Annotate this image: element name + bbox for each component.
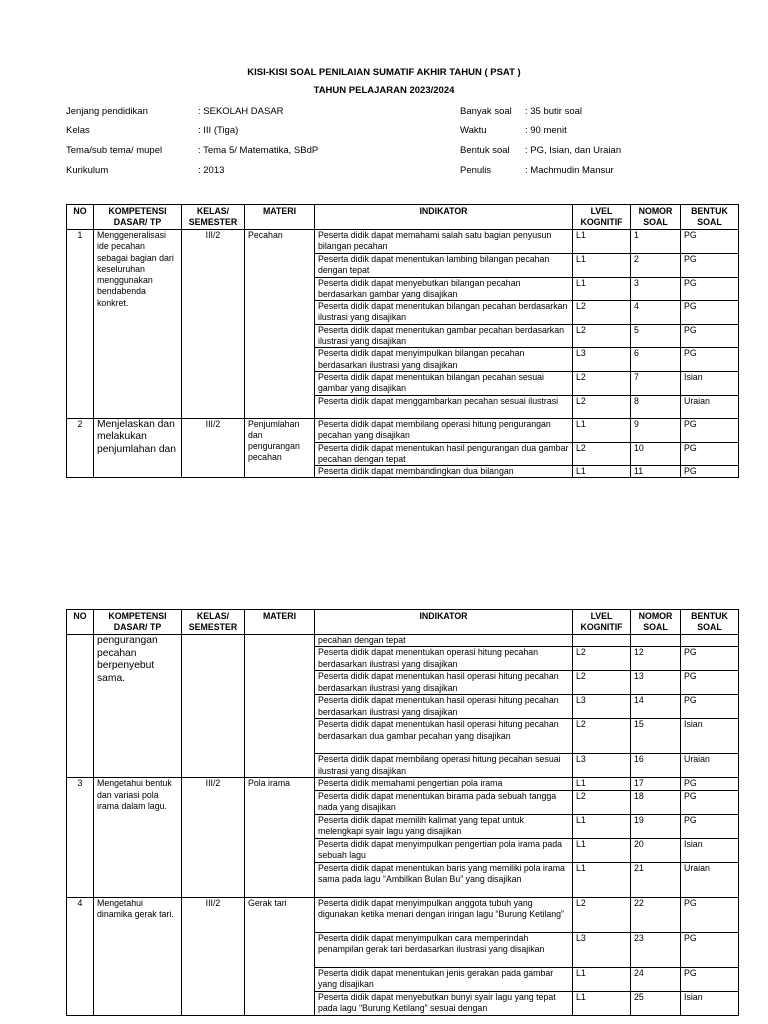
info-label-waktu: Waktu bbox=[460, 125, 487, 136]
indikator: Peserta didik dapat memilih kalimat yang tepat untuk melengkapi syair lagu yang disajikan bbox=[315, 814, 573, 838]
nomor-soal: 17 bbox=[631, 778, 681, 790]
bentuk-soal: Uraian bbox=[681, 754, 739, 778]
indikator: Peserta didik dapat membilang operasi hitung pengurangan pecahan yang disajikan bbox=[315, 418, 573, 442]
nomor-soal: 25 bbox=[631, 991, 681, 1015]
level-kognitif: L2 bbox=[573, 790, 631, 814]
nomor-soal: 8 bbox=[631, 395, 681, 418]
nomor-soal: 18 bbox=[631, 790, 681, 814]
materi bbox=[245, 635, 315, 778]
level-kognitif: L2 bbox=[573, 371, 631, 395]
info-label-kurikulum: Kurikulum bbox=[66, 165, 109, 176]
col-header-indikator: INDIKATOR bbox=[315, 205, 573, 230]
indikator: Peserta didik memahami pengertian pola irama bbox=[315, 778, 573, 790]
bentuk-soal: Isian bbox=[681, 371, 739, 395]
bentuk-soal bbox=[681, 635, 739, 647]
bentuk-soal: PG bbox=[681, 301, 739, 325]
indikator: Peserta didik dapat menyimpulkan cara memperindah penampilan gerak tari berdasarkan ilustrasi yang disajikan bbox=[315, 932, 573, 967]
indikator: Peserta didik dapat menentukan gambar pecahan berdasarkan ilustrasi yang disajikan bbox=[315, 324, 573, 348]
bentuk-soal: PG bbox=[681, 932, 739, 967]
level-kognitif bbox=[573, 635, 631, 647]
indikator: Peserta didik dapat menentukan hasil operasi hitung pecahan berdasarkan dua gambar pecahan yang disajikan bbox=[315, 719, 573, 754]
col-header-kompetensi: KOMPETENSI DASAR/ TP bbox=[94, 205, 182, 230]
info-value-kurikulum: : 2013 bbox=[198, 165, 225, 176]
indikator: Peserta didik dapat membandingkan dua bilangan bbox=[315, 466, 573, 478]
indikator: Peserta didik dapat memahami salah satu bagian penyusun bilangan pecahan bbox=[315, 230, 573, 254]
bentuk-soal: Isian bbox=[681, 991, 739, 1015]
indikator: Peserta didik dapat menentukan hasil pengurangan dua gambar pecahan dengan tepat bbox=[315, 442, 573, 466]
bentuk-soal: PG bbox=[681, 230, 739, 254]
bentuk-soal: PG bbox=[681, 324, 739, 348]
nomor-soal: 23 bbox=[631, 932, 681, 967]
info-value-jenjang: : SEKOLAH DASAR bbox=[198, 106, 284, 117]
kisi-table-2 bbox=[66, 609, 739, 1016]
level-kognitif: L1 bbox=[573, 778, 631, 790]
kelas-semester: III/2 bbox=[182, 230, 245, 419]
level-kognitif: L3 bbox=[573, 348, 631, 372]
level-kognitif: L2 bbox=[573, 719, 631, 754]
level-kognitif: L1 bbox=[573, 862, 631, 897]
nomor-soal: 12 bbox=[631, 647, 681, 671]
nomor-soal: 19 bbox=[631, 814, 681, 838]
indikator: Peserta didik dapat menentukan hasil operasi hitung pecahan berdasarkan ilustrasi yang disajikan bbox=[315, 671, 573, 695]
indikator: pecahan dengan tepat bbox=[315, 635, 573, 647]
bentuk-soal: PG bbox=[681, 418, 739, 442]
level-kognitif: L1 bbox=[573, 277, 631, 301]
level-kognitif: L2 bbox=[573, 324, 631, 348]
table-header-row bbox=[67, 610, 739, 635]
info-label-jenjang: Jenjang pendidikan bbox=[66, 106, 148, 117]
col-header-level: LVEL KOGNITIF bbox=[573, 610, 631, 635]
col-header-bentuk: BENTUK SOAL bbox=[681, 610, 739, 635]
kompetensi-dasar: Mengetahui bentuk dan variasi pola irama dalam lagu. bbox=[94, 778, 182, 897]
indikator: Peserta didik dapat menyebutkan bunyi syair lagu yang tepat pada lagu “Burung Ketilang” sesuai dengan bbox=[315, 991, 573, 1015]
table-row bbox=[67, 635, 739, 647]
bentuk-soal: PG bbox=[681, 778, 739, 790]
kompetensi-dasar: Menggeneralisasi ide pecahan sebagai bagian dari keseluruhan menggunakan bendabenda konkret. bbox=[94, 230, 182, 419]
nomor-soal: 16 bbox=[631, 754, 681, 778]
col-header-materi: MATERI bbox=[245, 205, 315, 230]
nomor-soal: 21 bbox=[631, 862, 681, 897]
level-kognitif: L2 bbox=[573, 395, 631, 418]
nomor-soal: 10 bbox=[631, 442, 681, 466]
indikator: Peserta didik dapat menentukan bilangan pecahan berdasarkan ilustrasi yang disajikan bbox=[315, 301, 573, 325]
col-header-level: LVEL KOGNITIF bbox=[573, 205, 631, 230]
indikator: Peserta didik dapat menentukan birama pada sebuah tangga nada yang disajikan bbox=[315, 790, 573, 814]
kelas-semester: III/2 bbox=[182, 778, 245, 897]
level-kognitif: L1 bbox=[573, 230, 631, 254]
document-title: KISI-KISI SOAL PENILAIAN SUMATIF AKHIR TAHUN ( PSAT ) bbox=[247, 67, 521, 78]
col-header-indikator: INDIKATOR bbox=[315, 610, 573, 635]
bentuk-soal: PG bbox=[681, 967, 739, 991]
indikator: Peserta didik dapat menggambarkan pecahan sesuai ilustrasi bbox=[315, 395, 573, 418]
nomor-soal: 3 bbox=[631, 277, 681, 301]
bentuk-soal: PG bbox=[681, 348, 739, 372]
info-label-banyak-soal: Banyak soal bbox=[460, 106, 512, 117]
level-kognitif: L2 bbox=[573, 647, 631, 671]
level-kognitif: L1 bbox=[573, 466, 631, 478]
table-row bbox=[67, 897, 739, 932]
table-body bbox=[67, 230, 739, 478]
bentuk-soal: PG bbox=[681, 277, 739, 301]
col-header-no: NO bbox=[67, 205, 94, 230]
level-kognitif: L3 bbox=[573, 932, 631, 967]
col-header-no: NO bbox=[67, 610, 94, 635]
bentuk-soal: PG bbox=[681, 466, 739, 478]
kelas-semester bbox=[182, 635, 245, 778]
document-subtitle: TAHUN PELAJARAN 2023/2024 bbox=[313, 85, 455, 96]
table-body bbox=[67, 635, 739, 1016]
indikator: Peserta didik dapat menyimpulkan anggota tubuh yang digunakan ketika menari dengan iringan lagu “Burung Ketilang” bbox=[315, 897, 573, 932]
table-row bbox=[67, 778, 739, 790]
level-kognitif: L1 bbox=[573, 838, 631, 862]
materi: Gerak tari bbox=[245, 897, 315, 1015]
indikator: Peserta didik dapat menentukan operasi hitung pecahan berdasarkan ilustrasi yang disajikan bbox=[315, 647, 573, 671]
indikator: Peserta didik dapat menyimpulkan pengertian pola irama pada sebuah lagu bbox=[315, 838, 573, 862]
level-kognitif: L1 bbox=[573, 967, 631, 991]
bentuk-soal: Uraian bbox=[681, 395, 739, 418]
row-number bbox=[67, 635, 94, 778]
bentuk-soal: Isian bbox=[681, 719, 739, 754]
nomor-soal: 4 bbox=[631, 301, 681, 325]
nomor-soal: 11 bbox=[631, 466, 681, 478]
row-number: 1 bbox=[67, 230, 94, 419]
row-number: 2 bbox=[67, 418, 94, 478]
col-header-nomor: NOMOR SOAL bbox=[631, 610, 681, 635]
bentuk-soal: PG bbox=[681, 442, 739, 466]
kompetensi-dasar: Mengetahui dinamika gerak tari. bbox=[94, 897, 182, 1015]
info-label-tema: Tema/sub tema/ mupel bbox=[66, 145, 163, 156]
nomor-soal: 2 bbox=[631, 254, 681, 278]
indikator: Peserta didik dapat menentukan baris yang memiliki pola irama sama pada lagu “Ambilkan Bulan Bu” yang disajikan bbox=[315, 862, 573, 897]
indikator: Peserta didik dapat menentukan bilangan pecahan sesuai gambar yang disajikan bbox=[315, 371, 573, 395]
nomor-soal: 1 bbox=[631, 230, 681, 254]
indikator: Peserta didik dapat menentukan jenis gerakan pada gambar yang disajikan bbox=[315, 967, 573, 991]
nomor-soal: 13 bbox=[631, 671, 681, 695]
nomor-soal: 20 bbox=[631, 838, 681, 862]
bentuk-soal: Isian bbox=[681, 838, 739, 862]
nomor-soal: 9 bbox=[631, 418, 681, 442]
kelas-semester: III/2 bbox=[182, 418, 245, 478]
materi: Pola irama bbox=[245, 778, 315, 897]
nomor-soal: 5 bbox=[631, 324, 681, 348]
kisi-table-1 bbox=[66, 204, 739, 478]
info-value-tema: : Tema 5/ Matematika, SBdP bbox=[198, 145, 319, 156]
materi: Penjumlahan dan pengurangan pecahan bbox=[245, 418, 315, 478]
level-kognitif: L2 bbox=[573, 671, 631, 695]
nomor-soal bbox=[631, 635, 681, 647]
info-label-bentuk-soal: Bentuk soal bbox=[460, 145, 510, 156]
indikator: Peserta didik dapat menentukan lambing bilangan pecahan dengan tepat bbox=[315, 254, 573, 278]
level-kognitif: L2 bbox=[573, 897, 631, 932]
nomor-soal: 22 bbox=[631, 897, 681, 932]
indikator: Peserta didik dapat membilang operasi hitung pecahan sesuai ilustrasi yang disajikan bbox=[315, 754, 573, 778]
col-header-kompetensi: KOMPETENSI DASAR/ TP bbox=[94, 610, 182, 635]
table-row bbox=[67, 230, 739, 254]
col-header-nomor: NOMOR SOAL bbox=[631, 205, 681, 230]
info-value-waktu: : 90 menit bbox=[525, 125, 567, 136]
bentuk-soal: PG bbox=[681, 671, 739, 695]
bentuk-soal: PG bbox=[681, 695, 739, 719]
bentuk-soal: PG bbox=[681, 790, 739, 814]
level-kognitif: L2 bbox=[573, 301, 631, 325]
bentuk-soal: PG bbox=[681, 647, 739, 671]
level-kognitif: L1 bbox=[573, 814, 631, 838]
row-number: 3 bbox=[67, 778, 94, 897]
info-value-penulis: : Machmudin Mansur bbox=[525, 165, 614, 176]
row-number: 4 bbox=[67, 897, 94, 1015]
info-value-banyak-soal: : 35 butir soal bbox=[525, 106, 583, 117]
bentuk-soal: PG bbox=[681, 897, 739, 932]
col-header-kelas: KELAS/ SEMESTER bbox=[182, 205, 245, 230]
level-kognitif: L2 bbox=[573, 442, 631, 466]
table-header-row bbox=[67, 205, 739, 230]
nomor-soal: 14 bbox=[631, 695, 681, 719]
nomor-soal: 15 bbox=[631, 719, 681, 754]
info-label-kelas: Kelas bbox=[66, 125, 90, 136]
col-header-bentuk: BENTUK SOAL bbox=[681, 205, 739, 230]
nomor-soal: 24 bbox=[631, 967, 681, 991]
info-value-kelas: : III (Tiga) bbox=[198, 125, 239, 136]
level-kognitif: L1 bbox=[573, 254, 631, 278]
bentuk-soal: PG bbox=[681, 254, 739, 278]
level-kognitif: L1 bbox=[573, 418, 631, 442]
table-row bbox=[67, 418, 739, 442]
info-value-bentuk-soal: : PG, Isian, dan Uraian bbox=[525, 145, 622, 156]
level-kognitif: L3 bbox=[573, 695, 631, 719]
kompetensi-dasar: Menjelaskan dan melakukan penjumlahan dan bbox=[94, 418, 182, 478]
level-kognitif: L3 bbox=[573, 754, 631, 778]
materi: Pecahan bbox=[245, 230, 315, 419]
kelas-semester: III/2 bbox=[182, 897, 245, 1015]
indikator: Peserta didik dapat menyimpulkan bilangan pecahan berdasarkan ilustrasi yang disajikan bbox=[315, 348, 573, 372]
bentuk-soal: Uraian bbox=[681, 862, 739, 897]
level-kognitif: L1 bbox=[573, 991, 631, 1015]
nomor-soal: 7 bbox=[631, 371, 681, 395]
kompetensi-dasar: pengurangan pecahan berpenyebut sama. bbox=[94, 635, 182, 778]
indikator: Peserta didik dapat menentukan hasil operasi hitung pecahan berdasarkan ilustrasi yang disajikan bbox=[315, 695, 573, 719]
col-header-kelas: KELAS/ SEMESTER bbox=[182, 610, 245, 635]
bentuk-soal: PG bbox=[681, 814, 739, 838]
info-label-penulis: Penulis bbox=[460, 165, 492, 176]
col-header-materi: MATERI bbox=[245, 610, 315, 635]
nomor-soal: 6 bbox=[631, 348, 681, 372]
indikator: Peserta didik dapat menyebutkan bilangan pecahan berdasarkan gambar yang disajikan bbox=[315, 277, 573, 301]
